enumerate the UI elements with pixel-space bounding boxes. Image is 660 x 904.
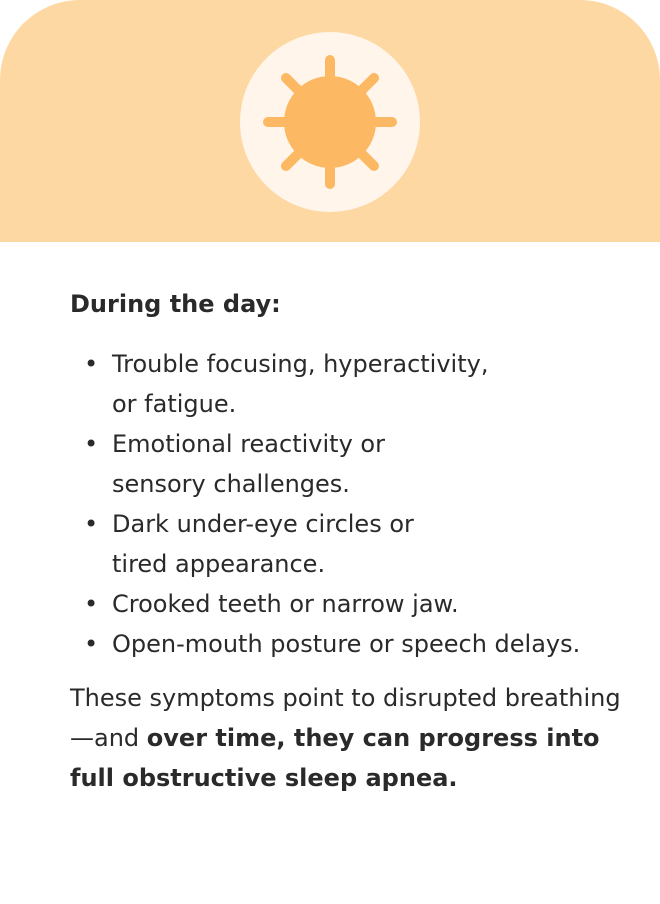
bullet-icon: • [84,630,99,658]
list-item-text: Crooked teeth or narrow jaw. [112,590,459,618]
list-item-text: Emotional reactivity or sensory challenges. [112,430,385,498]
bullet-icon: • [84,430,99,458]
list-item-text: Dark under-eye circles or tired appearance. [112,510,414,578]
summary-emphasis: over time, they can progress into full obstructive sleep apnea. [70,724,600,792]
icon-badge [240,32,420,212]
summary-paragraph [70,678,630,798]
list-item [70,344,650,424]
header-band [0,0,660,242]
symptom-list [70,344,650,664]
sun-icon [240,32,420,212]
section-heading: During the day: [70,290,281,318]
bullet-icon: • [84,350,99,378]
card-content [70,286,650,798]
list-item [70,504,650,584]
list-item [70,424,650,504]
summary-lead: These symptoms point to disrupted breathing—and [70,684,621,752]
list-item [70,624,650,664]
bullet-icon: • [84,510,99,538]
bullet-icon: • [84,590,99,618]
list-item [70,584,650,624]
list-item-text: Open-mouth posture or speech delays. [112,630,581,658]
list-item-text: Trouble focusing, hyperactivity, or fatigue. [112,350,489,418]
